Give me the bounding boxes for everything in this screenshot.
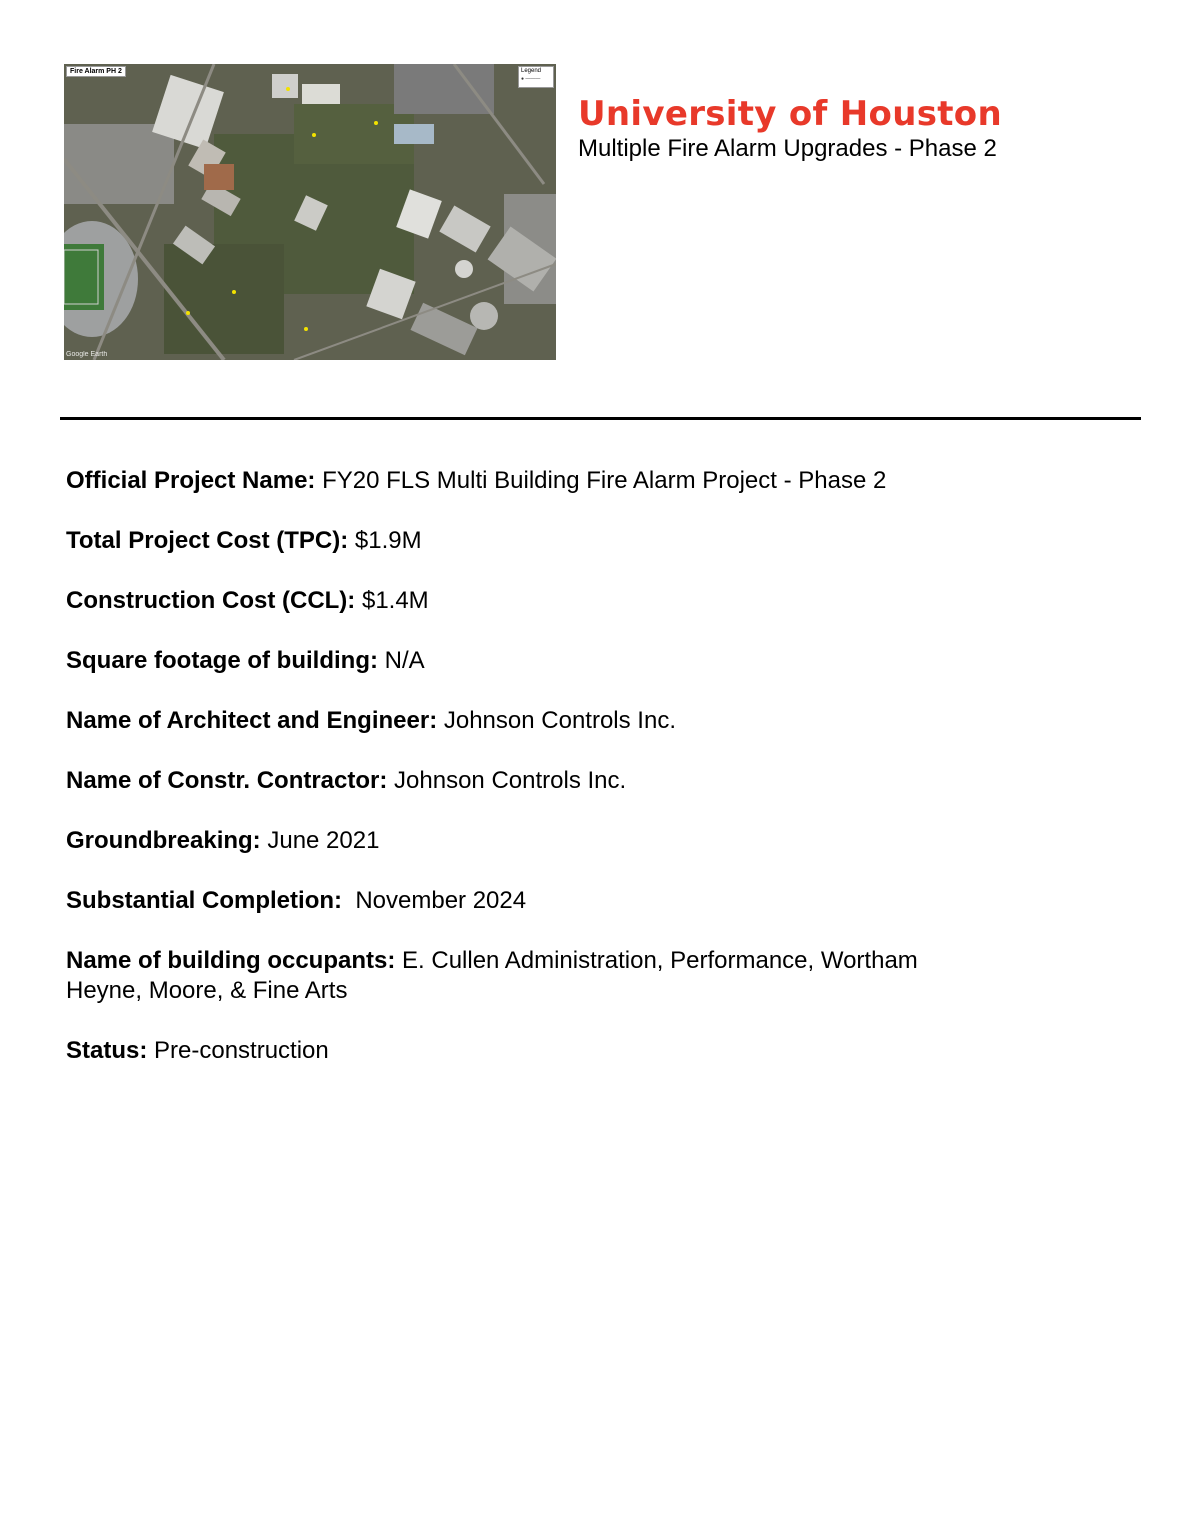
field-occupants-wrap: [66, 946, 996, 1006]
field-label: Construction Cost (CCL):: [66, 587, 356, 614]
map-pin: [286, 86, 292, 92]
map-legend-swatch: ● ———: [521, 76, 541, 82]
map-watermark: Google Earth: [66, 351, 108, 358]
field-building-occupants: [66, 946, 1126, 1006]
field-construction-cost: [66, 586, 1126, 616]
field-total-project-cost: [66, 526, 1126, 556]
field-label: Status:: [66, 1037, 148, 1064]
map-pin: [186, 310, 192, 316]
field-value: $1.9M: [348, 527, 422, 554]
map-legend-title: Legend: [521, 68, 542, 74]
field-value: FY20 FLS Multi Building Fire Alarm Project - Phase 2: [315, 467, 887, 494]
map-pin: [232, 289, 238, 295]
field-label: Name of Constr. Contractor:: [66, 767, 388, 794]
field-substantial-completion: [66, 886, 1126, 916]
map-pin: [304, 326, 310, 332]
page-title: University of Houston: [578, 94, 1002, 134]
field-value: N/A: [377, 647, 425, 674]
field-label: Substantial Completion:: [66, 887, 342, 914]
field-status: [66, 1036, 1126, 1066]
map-legend: [518, 66, 554, 88]
page-subtitle: Multiple Fire Alarm Upgrades - Phase 2: [578, 135, 997, 162]
map-corner-label: Fire Alarm PH 2: [66, 66, 126, 77]
field-label: Total Project Cost (TPC):: [66, 527, 349, 554]
field-square-footage: [66, 646, 1126, 676]
field-value: $1.4M: [355, 587, 429, 614]
field-label: Square footage of building:: [66, 647, 378, 674]
field-label: Name of Architect and Engineer:: [66, 707, 438, 734]
field-architect-engineer: [66, 706, 1126, 736]
aerial-map-graphic: [64, 64, 556, 360]
map-pin: [312, 132, 318, 138]
field-label: Groundbreaking:: [66, 827, 261, 854]
field-value: Johnson Controls Inc.: [437, 707, 676, 734]
field-official-project-name: [66, 466, 1126, 496]
project-details: [66, 466, 1126, 1096]
header-divider: [60, 417, 1141, 420]
field-value: November 2024: [342, 887, 527, 914]
field-label: Official Project Name:: [66, 467, 316, 494]
field-value: Johnson Controls Inc.: [387, 767, 627, 794]
map-pin: [374, 120, 380, 126]
field-value: Pre-construction: [147, 1037, 329, 1064]
field-value: E. Cullen Administration, Performance, Wortham Heyne, Moore, & Fine Arts: [66, 947, 925, 1004]
field-label: Name of building occupants:: [66, 947, 396, 974]
field-contractor: [66, 766, 1126, 796]
field-groundbreaking: [66, 826, 1126, 856]
field-value: June 2021: [260, 827, 380, 854]
campus-aerial-map: [64, 64, 556, 360]
